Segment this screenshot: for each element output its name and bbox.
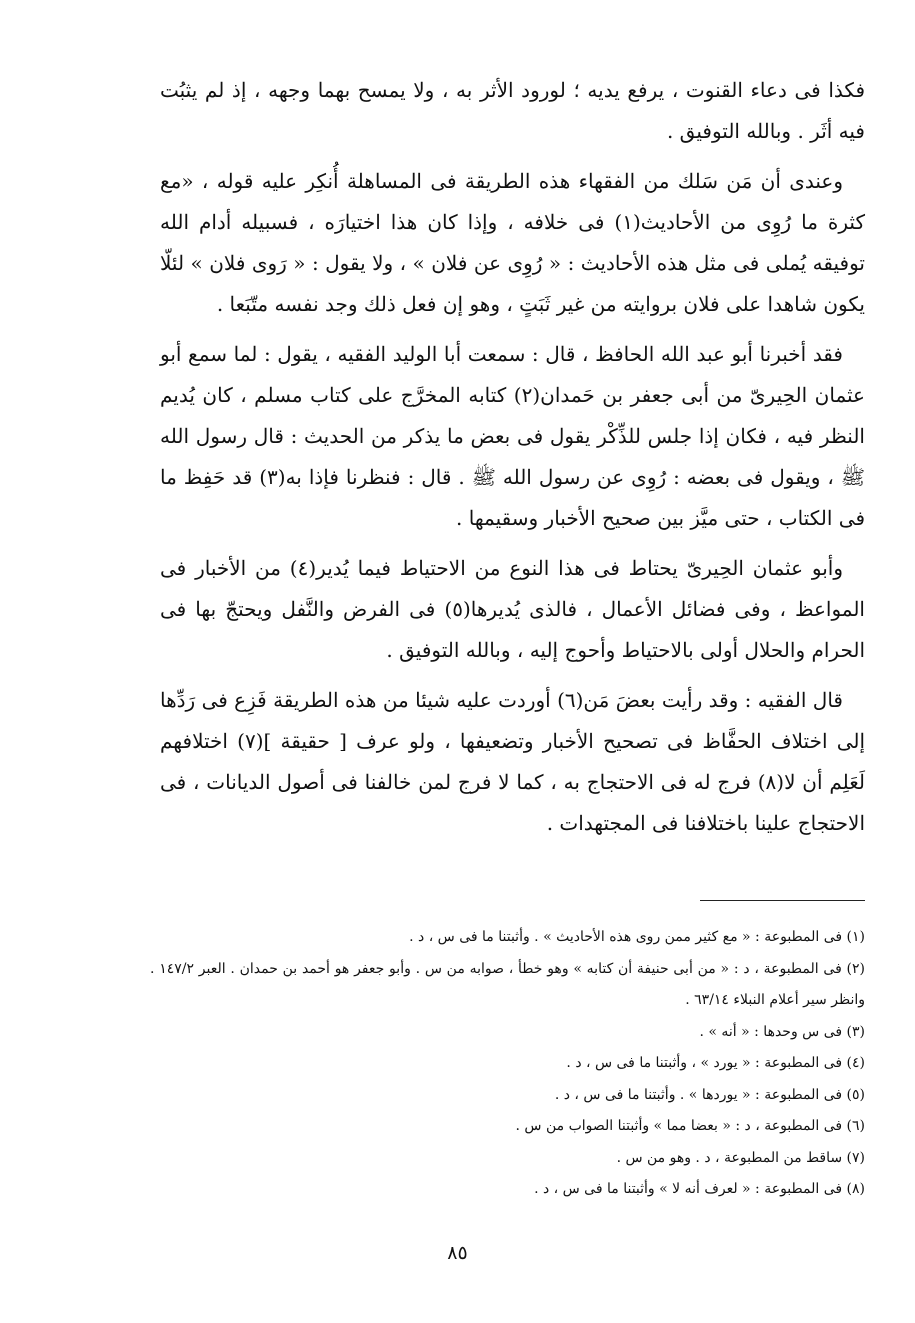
footnote-5: (٥) فى المطبوعة : « يوردها » . وأثبتنا ما فى س ، د . — [554, 1086, 865, 1103]
footnote-4: (٤) فى المطبوعة : « يورد » ، وأثبتنا ما فى س ، د . — [566, 1055, 865, 1071]
footnote-separator — [700, 900, 865, 901]
paragraph-2: وعندى أن مَن سَلك من الفقهاء هذه الطريقة فى المساهلة أُنكِر عليه قوله ، «مع كثرة ما رُوِى من الأحاديث(١) فى خلافه ، وإذا كان هذا اختيارَه ، فسبيله أدام الله توفيقه يُملى فى مثل هذه الأحاديث : « رُوِى عن فلان » ، ولا يقول : « رَوى فلان » لئلّا يكون شاهدا على فلان بروايته من غير ثَبَتٍ ، وهو إن فعل ذلك وجد نفسه متّبَعا . — [160, 169, 865, 316]
paragraph-5: قال الفقيه : وقد رأيت بعضَ مَن(٦) أوردت عليه شيئا من هذه الطريقة فَزِع فى رَدِّها إلى اختلاف الحفَّاظ فى تصحيح الأخبار وتضعيفها ، ولو عرف [ حقيقة ](٧) اختلافهم لَعَلِم أن لا(٨) فرج له فى الاحتجاج به ، كما لا فرج لمن خالفنا فى أصول الديانات ، فى الاحتجاج علينا باختلافنا فى المجتهدات . — [160, 688, 866, 835]
footnote-2: (٢) فى المطبوعة ، د : « من أبى حنيفة أن كتابه » وهو خطأ ، صوابه من س . وأبو جعفر هو أحمد بن حمدان . العبر ١٤٧/٢ . وانظر سير أعلام النبلاء ٦٣/١٤ . — [150, 960, 865, 1008]
footnotes-section — [150, 922, 865, 1206]
paragraph-3: فقد أخبرنا أبو عبد الله الحافظ ، قال : سمعت أبا الوليد الفقيه ، يقول : لما سمع أبو عثمان الحِيرىّ من أبى جعفر بن حَمدان(٢) كتابه المخرَّج على كتاب مسلم ، كان يُديم النظر فيه ، فكان إذا جلس للذِّكْر يقول فى بعض ما يذكر من الحديث : قال رسول الله ﷺ ، ويقول فى بعضه : رُوِى عن رسول الله ﷺ . قال : فنظرنا فإذا به(٣) قد حَفِظ ما فى الكتاب ، حتى ميَّز بين صحيح الأخبار وسقيمها . — [160, 342, 865, 530]
footnote-7: (٧) ساقط من المطبوعة ، د . وهو من س . — [616, 1149, 865, 1166]
footnote-1: (١) فى المطبوعة : « مع كثير ممن روى هذه الأحاديث » . وأثبتنا ما فى س ، د . — [409, 929, 865, 945]
footnote-3: (٣) فى س وحدها : « أنه » . — [699, 1023, 865, 1040]
main-text-body — [160, 70, 865, 853]
paragraph-4: وأبو عثمان الحِيرىّ يحتاط فى هذا النوع من الاحتياط فيما يُدير(٤) من الأخبار فى المواعظ ، وفى فضائل الأعمال ، فالذى يُديرها(٥) فى الفرض والنَّفل ويحتجّ بها فى الحرام والحلال أولى بالاحتياط وأحوج إليه ، وبالله التوفيق . — [160, 556, 865, 662]
footnote-6: (٦) فى المطبوعة ، د : « بعضا مما » وأثبتنا الصواب من س . — [515, 1118, 865, 1134]
paragraph-1: فكذا فى دعاء القنوت ، يرفع يديه ؛ لورود الأثر به ، ولا يمسح بهما وجهه ، إذ لم يثبُت فيه أثَر . وبالله التوفيق . — [160, 78, 866, 143]
page-number: ٨٥ — [447, 1242, 468, 1264]
footnote-8: (٨) فى المطبوعة : « لعرف أنه لا » وأثبتنا ما فى س ، د . — [534, 1181, 865, 1197]
